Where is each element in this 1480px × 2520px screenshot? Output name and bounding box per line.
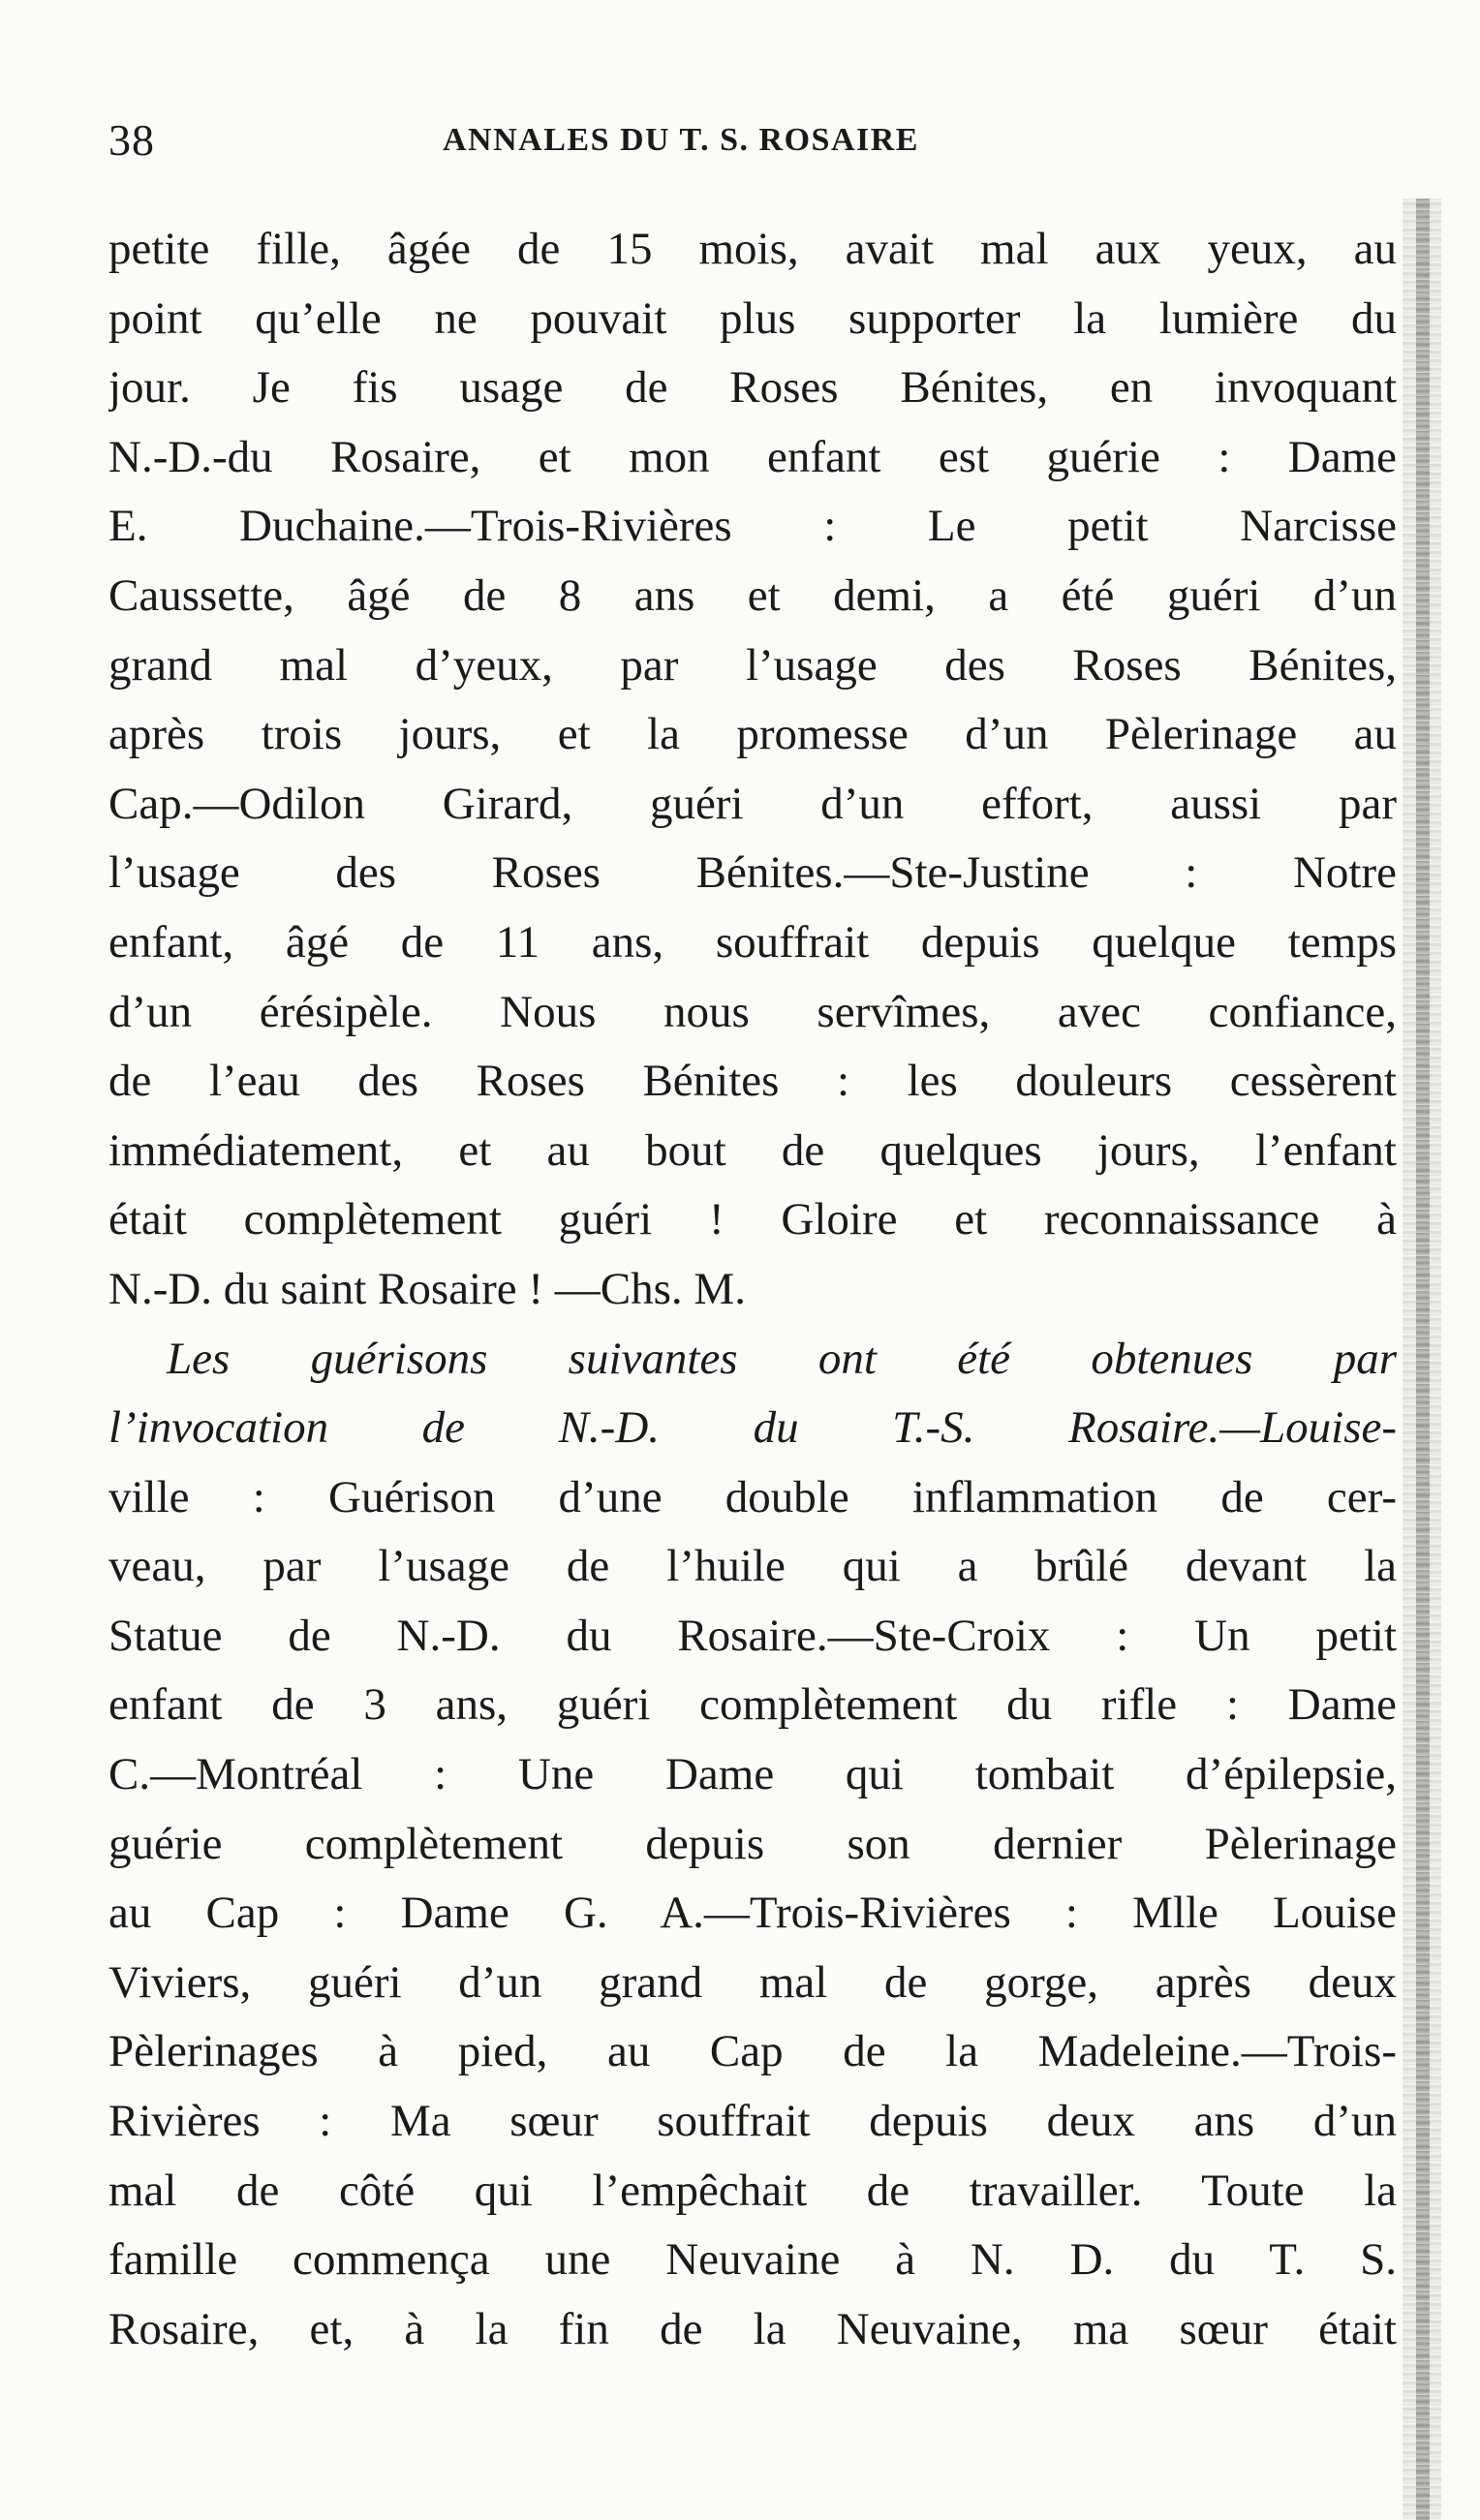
text-line: point qu’elle ne pouvait plus supporter la lumière du: [108, 292, 1397, 344]
text-line: Rivières : Ma sœur souffrait depuis deux ans d’un: [108, 2096, 1397, 2147]
text-line: de l’eau des Roses Bénites : les douleurs cessèrent: [108, 1056, 1397, 1107]
text-line: Pèlerinages à pied, au Cap de la Madeleine.—Trois-: [108, 2026, 1397, 2077]
text-line: N.-D. du saint Rosaire ! —Chs. M.: [108, 1263, 746, 1314]
text-line: Caussette, âgé de 8 ans et demi, a été guéri d’un: [108, 569, 1397, 621]
running-title: ANNALES DU T. S. ROSAIRE: [443, 122, 919, 158]
text-line: l’invocation de N.-D. du T.-S. Rosaire.—Louise-: [108, 1402, 1397, 1454]
text-line: grand mal d’yeux, par l’usage des Roses Bénites,: [108, 639, 1397, 691]
text-line: famille commença une Neuvaine à N. D. du T. S.: [108, 2234, 1397, 2286]
text-line: était complètement guéri ! Gloire et reconnaissance à: [108, 1194, 1397, 1245]
text-line: jour. Je fis usage de Roses Bénites, en invoquant: [108, 362, 1397, 414]
text-line: après trois jours, et la promesse d’un Pèlerinage au: [108, 709, 1397, 760]
text-line: Les guérisons suivantes ont été obtenues par: [167, 1333, 1397, 1384]
text-line: N.-D.-du Rosaire, et mon enfant est guérie : Dame: [108, 431, 1397, 482]
page-edge-speckle: [1416, 199, 1430, 2520]
page-number: 38: [108, 115, 155, 165]
text-line: mal de côté qui l’empêchait de travailler. Toute la: [108, 2165, 1397, 2216]
text-line: enfant de 3 ans, guéri complètement du rifle : Dame: [108, 1679, 1397, 1731]
text-line: l’usage des Roses Bénites.—Ste-Justine : Notre: [108, 847, 1397, 899]
text-line: Statue de N.-D. du Rosaire.—Ste-Croix : Un petit: [108, 1610, 1397, 1661]
text-line: veau, par l’usage de l’huile qui a brûlé devant la: [108, 1541, 1397, 1592]
text-line: ville : Guérison d’une double inflammation de cer-: [108, 1471, 1397, 1522]
text-line: E. Duchaine.—Trois-Rivières : Le petit Narcisse: [108, 501, 1397, 552]
body-text: [108, 215, 1397, 2364]
text-line: guérie complètement depuis son dernier Pèlerinage: [108, 1818, 1397, 1869]
text-line: d’un érésipèle. Nous nous servîmes, avec confiance,: [108, 986, 1397, 1037]
text-line: immédiatement, et au bout de quelques jours, l’enfant: [108, 1124, 1397, 1176]
text-line: enfant, âgé de 11 ans, souffrait depuis quelque temps: [108, 916, 1397, 968]
page-header: [108, 114, 1397, 182]
text-line: Viviers, guéri d’un grand mal de gorge, après deux: [108, 1956, 1397, 2008]
text-line: au Cap : Dame G. A.—Trois-Rivières : Mlle Louise: [108, 1888, 1397, 1939]
text-line: Rosaire, et, à la fin de la Neuvaine, ma sœur était: [108, 2303, 1397, 2354]
text-line: Cap.—Odilon Girard, guéri d’un effort, aussi par: [108, 778, 1397, 829]
text-line: petite fille, âgée de 15 mois, avait mal aux yeux, au: [108, 224, 1397, 274]
text-line: C.—Montréal : Une Dame qui tombait d’épilepsie,: [108, 1749, 1397, 1800]
